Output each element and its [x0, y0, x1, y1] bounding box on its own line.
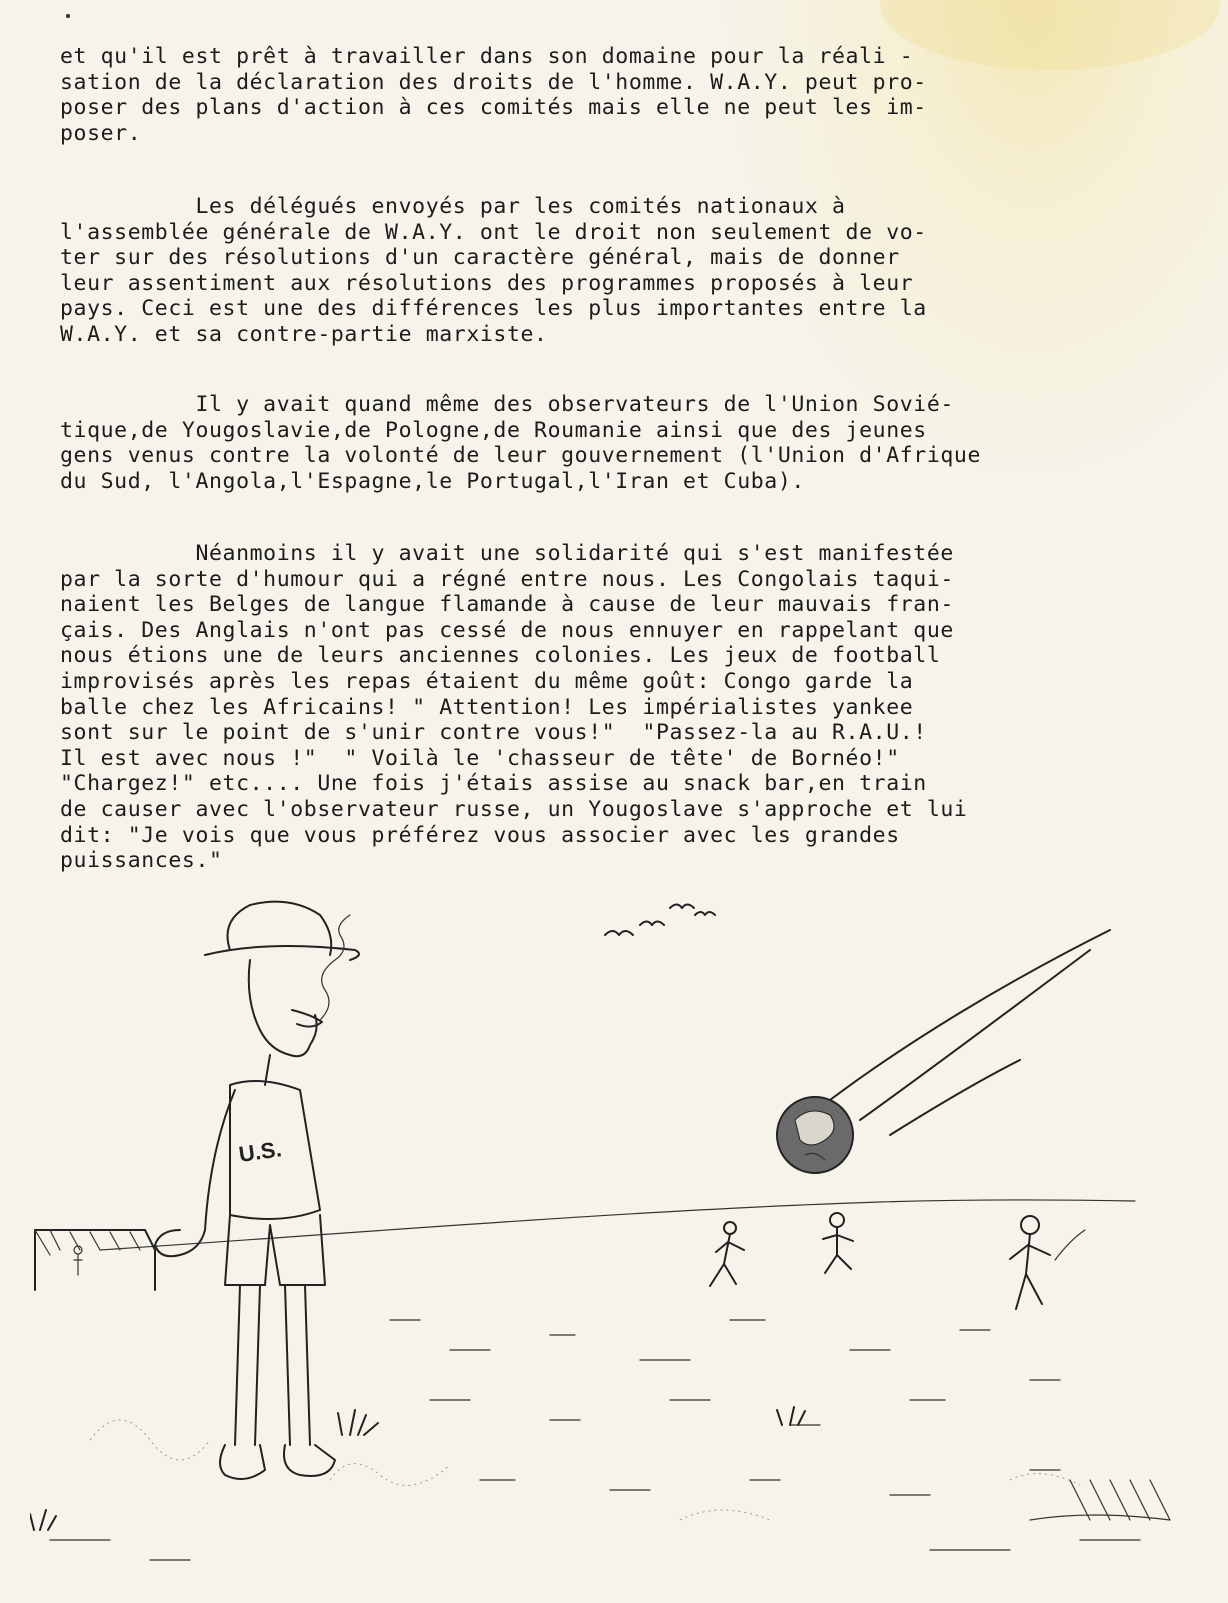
text-line: l'assemblée générale de W.A.Y. ont le droit non seulement de vo- [60, 219, 927, 245]
text-line: Il est avec nous !" " Voilà le 'chasseur de tête' de Bornéo!" [60, 745, 900, 771]
text-line: tique,de Yougoslavie,de Pologne,de Roumanie ainsi que des jeunes [60, 417, 927, 443]
ball-trail [830, 930, 1110, 1135]
text-line: pays. Ceci est une des différences les plus importantes entre la [60, 296, 927, 322]
grass-tufts [30, 1407, 805, 1530]
ground-marks [50, 1320, 1140, 1560]
text-line: gens venus contre la volonté de leur gouvernement (l'Union d'Afrique [60, 443, 981, 469]
ground-scribble [1030, 1480, 1170, 1520]
text-line: de causer avec l'observateur russe, un Yougoslave s'approche et lui [60, 796, 968, 822]
birds [605, 905, 715, 936]
paragraph-1 [60, 44, 1180, 146]
text-line: naient les Belges de langue flamande à cause de leur mauvais fran- [60, 592, 954, 618]
football-globe [777, 1097, 853, 1173]
distant-player-1 [710, 1222, 744, 1286]
text-line: çais. Des Anglais n'ont pas cessé de nous ennuyer en rappelant que [60, 617, 954, 643]
text-line: W.A.Y. et sa contre-partie marxiste. [60, 321, 548, 347]
text-line: puissances." [60, 848, 223, 874]
text-line: dit: "Je vois que vous préférez vous associer avec les grandes [60, 822, 900, 848]
paragraph-3 [60, 392, 1180, 494]
football-cartoon-illustration [30, 880, 1200, 1580]
distant-player-3 [1010, 1216, 1085, 1309]
text-line: sation de la déclaration des droits de l'homme. W.A.Y. peut pro- [60, 69, 927, 95]
horizon-line [100, 1200, 1135, 1250]
shirt-text: U.S. [237, 1136, 284, 1167]
text-line: improvisés après les repas étaient du même goût: Congo garde la [60, 668, 914, 694]
distant-player-2 [823, 1213, 853, 1273]
text-line: balle chez les Africains! " Attention! Les impérialistes yankee [60, 694, 914, 720]
text-line: Il y avait quand même des observateurs de l'Union Sovié- [60, 392, 954, 417]
text-line: Les délégués envoyés par les comités nationaux à [60, 194, 846, 219]
text-line: et qu'il est prêt à travailler dans son domaine pour la réali - [60, 44, 914, 69]
paragraph-4 [60, 541, 1180, 874]
text-line: nous étions une de leurs anciennes colonies. Les jeux de football [60, 643, 941, 669]
goal-post [35, 1230, 155, 1290]
bleed-through-sketch [90, 1420, 1080, 1520]
main-player-figure [155, 902, 359, 1479]
text-line: poser. [60, 120, 142, 146]
text-line: par la sorte d'humour qui a régné entre nous. Les Congolais taqui- [60, 566, 954, 592]
text-line: Néanmoins il y avait une solidarité qui s'est manifestée [60, 541, 954, 566]
page-mark [66, 14, 70, 18]
text-line: "Chargez!" etc.... Une fois j'étais assise au snack bar,en train [60, 771, 927, 797]
paragraph-2 [60, 194, 1180, 348]
text-line: leur assentiment aux résolutions des programmes proposés à leur [60, 270, 914, 296]
text-line: ter sur des résolutions d'un caractère général, mais de donner [60, 245, 900, 271]
text-line: du Sud, l'Angola,l'Espagne,le Portugal,l'Iran et Cuba). [60, 468, 805, 494]
text-line: poser des plans d'action à ces comités mais elle ne peut les im- [60, 95, 927, 121]
text-line: sont sur le point de s'unir contre vous!" "Passez-la au R.A.U.! [60, 720, 927, 746]
